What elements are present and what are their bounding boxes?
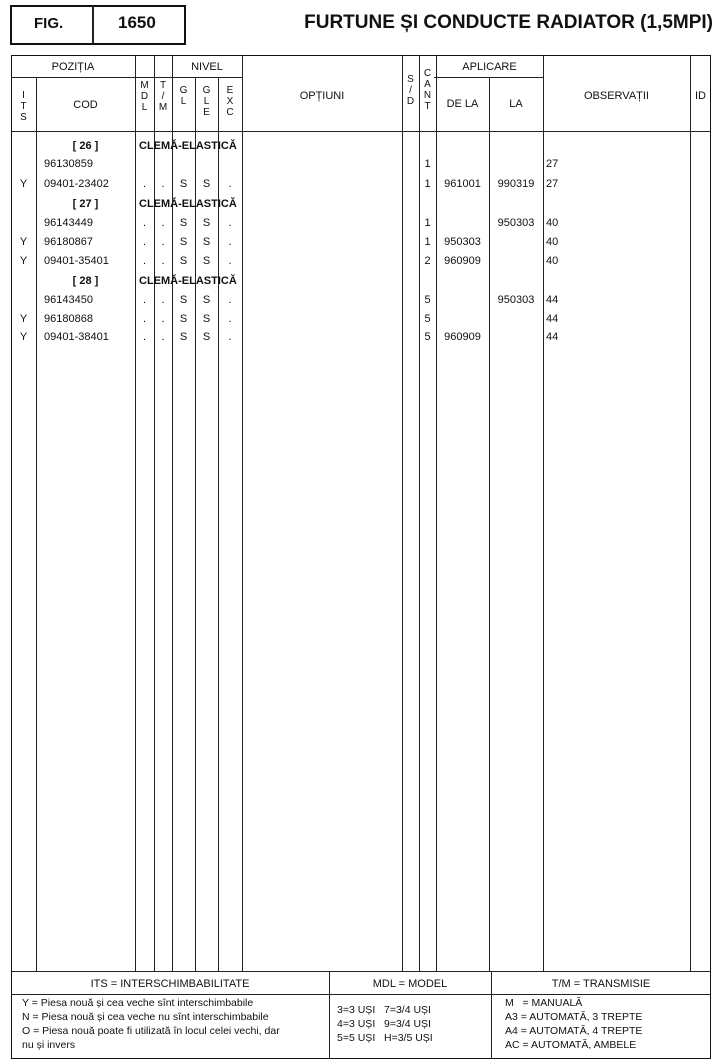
- cell-mdl: .: [142, 331, 147, 343]
- table-row: [0, 233, 723, 252]
- table-row: [0, 214, 723, 233]
- group-row-27: [0, 195, 723, 214]
- cell-obs: 27: [546, 158, 559, 170]
- cell-mdl: .: [142, 217, 147, 229]
- group-name: CLEMĂ-ELASTICĂ: [139, 140, 237, 152]
- cell-exc: .: [228, 331, 232, 343]
- cell-de-la: 950303: [444, 236, 481, 248]
- table-row: [0, 175, 723, 194]
- cell-cod: 96180867: [44, 236, 93, 248]
- cell-exc: .: [228, 313, 232, 325]
- header-tm: T / M: [158, 80, 168, 113]
- cell-cant: 1: [424, 217, 431, 229]
- position-label: [ 28 ]: [72, 275, 99, 287]
- cell-la: 950303: [497, 294, 535, 306]
- cell-cant: 1: [424, 178, 431, 190]
- cell-gl: S: [179, 255, 188, 267]
- cell-cod: 09401-23402: [44, 178, 109, 190]
- header-bottom-line: [11, 131, 711, 132]
- legend-tm-line: AC = AUTOMATĂ, AMBELE: [505, 1039, 637, 1051]
- group-name: CLEMĂ-ELASTICĂ: [139, 198, 237, 210]
- legend-mdl-line: 3=3 UȘI 7=3/4 UȘI: [337, 1004, 431, 1016]
- cell-tm: .: [161, 178, 165, 190]
- legend-its-line: O = Piesa nouă poate fi utilizată în locul celei vechi, dar: [22, 1025, 280, 1037]
- legend-tm-line: A3 = AUTOMATĂ, 3 TREPTE: [505, 1011, 643, 1023]
- cell-exc: .: [228, 217, 232, 229]
- cell-tm: .: [161, 217, 165, 229]
- table-row: [0, 252, 723, 271]
- cell-cod: 09401-35401: [44, 255, 109, 267]
- header-cod: COD: [73, 99, 98, 111]
- cell-la: 950303: [497, 217, 535, 229]
- legend-tm-line: A4 = AUTOMATĂ, 4 TREPTE: [505, 1025, 643, 1037]
- position-label: [ 27 ]: [72, 198, 99, 210]
- table-row: [0, 155, 723, 174]
- cell-mdl: .: [142, 255, 147, 267]
- header-exc: E X C: [226, 85, 234, 118]
- header-its: I T S: [20, 90, 27, 123]
- fig-divider: [92, 6, 94, 44]
- group-name: CLEMĂ-ELASTICĂ: [139, 275, 237, 287]
- legend-its-line: N = Piesa nouă și cea veche nu sînt interschimbabile: [22, 1011, 269, 1023]
- header-mdl: M D L: [140, 80, 149, 113]
- legend-mdl-line: 5=5 UȘI H=3/5 UȘI: [337, 1032, 433, 1044]
- cell-mdl: .: [142, 313, 147, 325]
- table-row: [0, 310, 723, 329]
- cell-gle: S: [202, 217, 211, 229]
- legend-its-title: ITS = INTERSCHIMBABILITATE: [90, 978, 250, 990]
- cell-cant: 5: [424, 294, 431, 306]
- cell-gl: S: [179, 217, 188, 229]
- cell-cant: 5: [424, 331, 431, 343]
- cell-obs: 44: [546, 313, 559, 325]
- cell-cod: 96143450: [44, 294, 93, 306]
- cell-gl: S: [179, 313, 188, 325]
- cell-tm: .: [161, 236, 165, 248]
- header-la: LA: [509, 98, 523, 110]
- cell-cod: 96180868: [44, 313, 93, 325]
- cell-tm: .: [161, 294, 165, 306]
- cell-obs: 44: [546, 331, 559, 343]
- legend-tm-line: M = MANUALĂ: [505, 997, 583, 1009]
- cell-gl: S: [179, 294, 188, 306]
- legend-tm-title: T/M = TRANSMISIE: [551, 978, 651, 990]
- cell-obs: 44: [546, 294, 559, 306]
- cell-its: Y: [19, 178, 28, 190]
- cell-tm: .: [161, 255, 165, 267]
- header-nivel: NIVEL: [191, 61, 223, 73]
- cell-obs: 40: [546, 255, 559, 267]
- cell-exc: .: [228, 236, 232, 248]
- cell-cod: 96143449: [44, 217, 93, 229]
- header-optiuni: OPȚIUNI: [299, 90, 345, 102]
- group-row-26: [0, 137, 723, 156]
- cell-cod: 96130859: [44, 158, 93, 170]
- cell-exc: .: [228, 255, 232, 267]
- header-id: ID: [695, 90, 706, 102]
- header-gle: G L E: [202, 85, 211, 118]
- cell-its: Y: [19, 331, 28, 343]
- header-pozitia: POZIȚIA: [51, 61, 95, 73]
- cell-de-la: 960909: [444, 331, 481, 343]
- cell-mdl: .: [142, 236, 147, 248]
- cell-gl: S: [179, 331, 188, 343]
- header-de-la: DE LA: [446, 98, 479, 110]
- cell-obs: 40: [546, 217, 559, 229]
- header-line-1: [11, 77, 243, 78]
- header-aplicare: APLICARE: [462, 61, 517, 73]
- header-gl: G L: [179, 85, 188, 107]
- cell-its: Y: [19, 236, 28, 248]
- cell-de-la: 960909: [444, 255, 481, 267]
- legend-mdl-line: 4=3 UȘI 9=3/4 UȘI: [337, 1018, 431, 1030]
- cell-de-la: 961001: [444, 178, 481, 190]
- cell-mdl: .: [142, 178, 147, 190]
- cell-tm: .: [161, 331, 165, 343]
- footer-top-line: [11, 971, 711, 972]
- page-title: FURTUNE ȘI CONDUCTE RADIATOR (1,5MPI): [304, 12, 713, 33]
- cell-gle: S: [202, 236, 211, 248]
- cell-la: 990319: [497, 178, 535, 190]
- header-cant: C A N T: [423, 68, 432, 112]
- cell-gl: S: [179, 236, 188, 248]
- footer-title-line: [11, 994, 711, 995]
- group-row-28: [0, 272, 723, 291]
- cell-tm: .: [161, 313, 165, 325]
- legend-mdl-title: MDL = MODEL: [372, 978, 448, 990]
- table-row: [0, 291, 723, 310]
- cell-cod: 09401-38401: [44, 331, 109, 343]
- cell-its: Y: [19, 255, 28, 267]
- fig-label: FIG.: [34, 15, 64, 32]
- cell-exc: .: [228, 294, 232, 306]
- cell-cant: 1: [424, 158, 431, 170]
- cell-gl: S: [179, 178, 188, 190]
- cell-gle: S: [202, 331, 211, 343]
- legend-its-line: Y = Piesa nouă și cea veche sînt interschimbabile: [22, 997, 254, 1009]
- cell-gle: S: [202, 313, 211, 325]
- position-label: [ 26 ]: [72, 140, 99, 152]
- table-row: [0, 328, 723, 347]
- cell-gle: S: [202, 294, 211, 306]
- cell-mdl: .: [142, 294, 147, 306]
- cell-gle: S: [202, 178, 211, 190]
- header-observatii: OBSERVAȚII: [583, 90, 649, 102]
- cell-cant: 2: [424, 255, 431, 267]
- cell-gle: S: [202, 255, 211, 267]
- cell-exc: .: [228, 178, 232, 190]
- cell-obs: 40: [546, 236, 559, 248]
- header-sd: S / D: [406, 74, 415, 107]
- cell-cant: 5: [424, 313, 431, 325]
- fig-number: 1650: [118, 13, 156, 32]
- cell-obs: 27: [546, 178, 559, 190]
- cell-cant: 1: [424, 236, 431, 248]
- cell-its: Y: [19, 313, 28, 325]
- legend-its-line: nu și invers: [22, 1039, 76, 1051]
